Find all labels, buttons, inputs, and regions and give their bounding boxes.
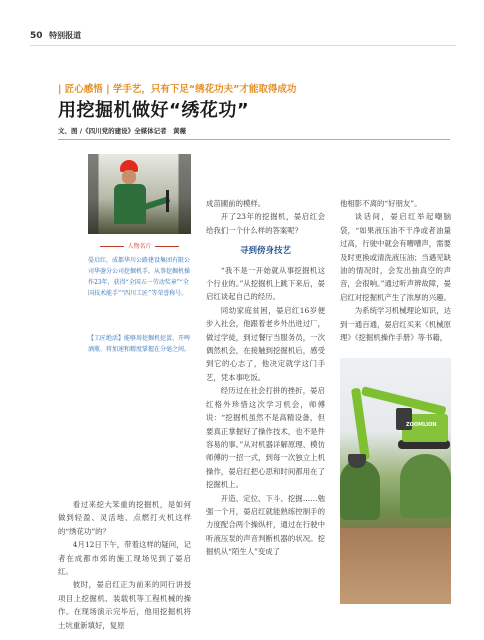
section-name: 特别报道 [49, 31, 82, 40]
paragraph: 谈话间，晏启红举起嘲脑袋，“如果液压油不干净或者油量过高，行驶中就会有嘈嘈声，需要及时更换或清洗液压油；当遇见缺油的情况时，会发出抽真空的声音，会很响。”通过听声辨故障，晏启红对挖掘机产生了浓厚的兴趣。 [340, 212, 451, 302]
excavator-brand-text: ZOOMLION [406, 422, 437, 428]
section-subhead: 寻到傍身技艺 [239, 246, 291, 257]
paragraph: 开造、定位、下斗、挖掘……勉强一个月，晏启红就能熟练控制手的力度配合两个操纵杆，通过在行驶中听液压泵的声音判断机器的状况。挖掘机从“陌生人”变成了 [206, 493, 325, 557]
column-1 [58, 498, 191, 632]
paragraph: 他相影不离的“好朋友”。 [340, 199, 422, 208]
persona-quote: 【工匠绝活】能够用挖掘机挖蛋、开啤酒瓶、将加速和精度掌握在分毫之间。 [88, 335, 191, 353]
title-divider [58, 139, 450, 140]
excavator-bucket [348, 454, 366, 468]
persona-intro: 晏启红，成都华川公路建设集团有限公司华蓥分公司挖掘机手，从事挖掘机操作23年，获得“全国五一劳动奖章”“全国技术能手”“四川工匠”等荣誉称号。 [88, 257, 191, 297]
paragraph: 成苗圃前的模样。 [206, 199, 266, 208]
paragraph: 开了23年的挖掘机，晏启红会给我们一个什么样的答案呢？ [206, 212, 325, 235]
column-2 [206, 197, 325, 559]
paragraph: 经历过在社会打拼的挫折，晏启红格外珍惜这次学习机会，师傅说：“挖掘机虽然不是高精设备，但要真正掌握好了操作技术，也不是件容易的事。”从对机器详解原理、模仿师傅的一招一式，到每一次独立上机操作，晏启红把心思和时间都用在了挖掘机上。 [206, 386, 325, 490]
page-header [30, 30, 81, 41]
paragraph: 彼时，晏启红正为前来的同行讲授项目上挖掘机、装载机等工程机械的操作。在现场演示完毕后，他用挖掘机将土坑重新填好，复原 [58, 580, 191, 630]
paragraph: “我不是一开始就从事挖掘机这个行业的。”从挖掘机上跳下来后，晏启红谈起自己的经历。 [206, 265, 325, 302]
article-byline: 文、图 /《四川党的建设》全媒体记者 黄薇 [58, 127, 187, 135]
paragraph: 看过来挖大笨重的挖掘机，是如何做到轻盈、灵活地、点燃打火机这样的“绣花功”的？ [58, 500, 191, 536]
operator-photo [88, 154, 191, 234]
excavator-stick [351, 388, 370, 461]
paragraph: 为系统学习机械理论知识，达到一通百通，晏启红买来《机械原理》《挖掘机操作手册》等书籍， [340, 306, 451, 343]
article-title: 用挖掘机做好“绣花功” [58, 100, 250, 121]
excavator-photo [340, 358, 451, 604]
article-kicker: | 匠心感悟 | 学手艺，只有下足“绣花功夫”才能取得成功 [58, 84, 297, 95]
page-number: 50 [30, 31, 43, 41]
paragraph: 4月12日下午，带着这样的疑问，记者在成都市郊的施工现场见到了晏启红。 [58, 540, 191, 577]
header-divider [30, 45, 456, 46]
column-3 [340, 197, 451, 344]
paragraph: 同幼家庭贫困，晏启红16岁便步入社会，他跟着老乡外出进过厂，做过学徒，到过餐厅当服务员，一次偶然机会，在接触到挖掘机后，感受到它的心志了，他决定就学这门手艺，凭本事吃饭。 [206, 305, 325, 382]
persona-card-label: 人物名片 [88, 241, 191, 250]
